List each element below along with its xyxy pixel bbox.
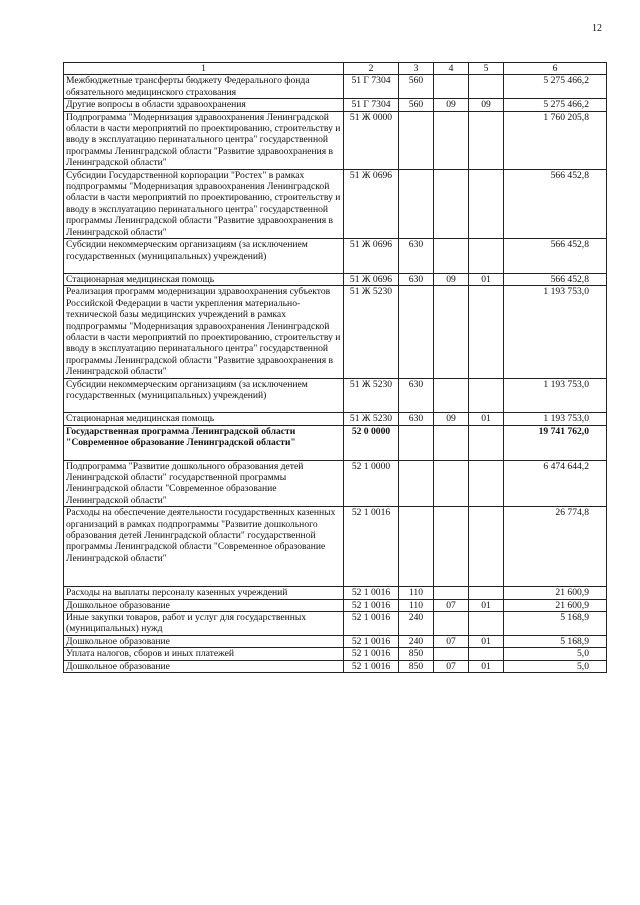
row-name: Уплата налогов, сборов и иных платежей — [64, 648, 344, 660]
row-amount: 5,0 — [504, 648, 607, 660]
row-target-code: 51 Ж 0696 — [344, 239, 399, 274]
row-name: Расходы на обеспечение деятельности государственных казенных организаций в рамках подпрограммы "Развитие дошкольного образования детей Ленинградской области" государственной программы Ленинградской области "Современное образование Ленинградской области" — [64, 507, 344, 587]
row-subsection — [469, 75, 504, 99]
table-row — [64, 273, 607, 285]
row-amount: 566 452,8 — [504, 239, 607, 274]
row-amount: 566 452,8 — [504, 169, 607, 238]
table-row — [64, 507, 607, 587]
row-subsection: 01 — [469, 273, 504, 285]
row-subsection — [469, 507, 504, 587]
row-expense-type: 850 — [399, 648, 434, 660]
row-subsection — [469, 587, 504, 599]
table-row — [64, 378, 607, 413]
table-row — [64, 425, 607, 460]
row-target-code: 52 1 0016 — [344, 648, 399, 660]
row-target-code: 51 Ж 0696 — [344, 169, 399, 238]
row-target-code: 52 1 0016 — [344, 660, 399, 672]
row-target-code: 52 0 0000 — [344, 425, 399, 460]
table-row — [64, 612, 607, 636]
row-subsection — [469, 239, 504, 274]
row-expense-type — [399, 425, 434, 460]
table-row — [64, 239, 607, 274]
row-expense-type — [399, 169, 434, 238]
row-section: 09 — [434, 413, 469, 425]
row-amount: 21 600,9 — [504, 599, 607, 611]
row-expense-type: 630 — [399, 239, 434, 274]
row-subsection: 09 — [469, 99, 504, 111]
column-number: 2 — [344, 63, 399, 75]
row-amount: 5,0 — [504, 660, 607, 672]
row-target-code: 52 1 0016 — [344, 507, 399, 587]
column-number: 3 — [399, 63, 434, 75]
column-number: 4 — [434, 63, 469, 75]
row-subsection: 01 — [469, 413, 504, 425]
row-target-code: 52 1 0016 — [344, 635, 399, 647]
row-subsection — [469, 460, 504, 507]
row-amount: 5 275 466,2 — [504, 75, 607, 99]
row-name: Реализация программ модернизации здравоохранения субъектов Российской Федерации в части укрепления материально-технической базы медицинских учреждений в рамках подпрограммы "Модернизация здравоохранения Ленинградской области в части мероприятий по проектированию, строительству и вводу в эксплуатацию перинатального центра" государственной программы Ленинградской области "Развитие здравоохранения в Ленинградской области" — [64, 286, 344, 378]
row-amount: 6 474 644,2 — [504, 460, 607, 507]
row-target-code: 52 1 0016 — [344, 612, 399, 636]
row-target-code: 51 Ж 0000 — [344, 111, 399, 169]
row-expense-type: 110 — [399, 599, 434, 611]
row-subsection — [469, 425, 504, 460]
row-subsection — [469, 378, 504, 413]
row-name: Государственная программа Ленинградской области "Современное образование Ленинградской области" — [64, 425, 344, 460]
table-row — [64, 599, 607, 611]
table-row — [64, 413, 607, 425]
page-number: 12 — [592, 23, 602, 34]
column-number: 1 — [64, 63, 344, 75]
row-expense-type — [399, 111, 434, 169]
row-section — [434, 587, 469, 599]
budget-table — [63, 62, 607, 673]
row-name: Дошкольное образование — [64, 599, 344, 611]
row-target-code: 51 Ж 5230 — [344, 286, 399, 378]
row-section — [434, 648, 469, 660]
row-section — [434, 169, 469, 238]
row-section: 07 — [434, 599, 469, 611]
column-number: 5 — [469, 63, 504, 75]
row-target-code: 51 Г 7304 — [344, 99, 399, 111]
row-expense-type: 850 — [399, 660, 434, 672]
row-amount: 1 760 205,8 — [504, 111, 607, 169]
row-name: Стационарная медицинская помощь — [64, 413, 344, 425]
table-row — [64, 648, 607, 660]
row-section — [434, 612, 469, 636]
row-amount: 21 600,9 — [504, 587, 607, 599]
row-subsection — [469, 111, 504, 169]
row-section — [434, 75, 469, 99]
row-subsection: 01 — [469, 660, 504, 672]
row-section — [434, 507, 469, 587]
row-name: Другие вопросы в области здравоохранения — [64, 99, 344, 111]
column-number-row — [64, 63, 607, 75]
row-expense-type: 560 — [399, 75, 434, 99]
row-target-code: 51 Ж 5230 — [344, 378, 399, 413]
row-amount: 566 452,8 — [504, 273, 607, 285]
column-number: 6 — [504, 63, 607, 75]
row-name: Субсидии некоммерческим организациям (за исключением государственных (муниципальных) учреждений) — [64, 239, 344, 274]
row-target-code: 51 Ж 0696 — [344, 273, 399, 285]
table-row — [64, 587, 607, 599]
table-row — [64, 635, 607, 647]
row-expense-type: 630 — [399, 273, 434, 285]
row-name: Стационарная медицинская помощь — [64, 273, 344, 285]
row-amount: 1 193 753,0 — [504, 378, 607, 413]
table-row — [64, 286, 607, 378]
row-target-code: 51 Г 7304 — [344, 75, 399, 99]
row-section — [434, 111, 469, 169]
row-section — [434, 239, 469, 274]
row-expense-type — [399, 460, 434, 507]
row-name: Подпрограмма "Модернизация здравоохранения Ленинградской области в части мероприятий по проектированию, строительству и вводу в эксплуатацию перинатального центра" государственной программы Ленинградской области "Развитие здравоохранения в Ленинградской области" — [64, 111, 344, 169]
row-expense-type: 110 — [399, 587, 434, 599]
row-amount: 5 275 466,2 — [504, 99, 607, 111]
row-name: Межбюджетные трансферты бюджету Федерального фонда обязательного медицинского страхования — [64, 75, 344, 99]
row-expense-type: 630 — [399, 378, 434, 413]
row-section — [434, 460, 469, 507]
row-section: 07 — [434, 660, 469, 672]
row-section: 09 — [434, 99, 469, 111]
table-row — [64, 660, 607, 672]
row-section: 09 — [434, 273, 469, 285]
table-row — [64, 460, 607, 507]
row-expense-type — [399, 507, 434, 587]
row-expense-type: 240 — [399, 612, 434, 636]
row-amount: 19 741 762,0 — [504, 425, 607, 460]
table-row — [64, 75, 607, 99]
row-section: 07 — [434, 635, 469, 647]
row-subsection — [469, 286, 504, 378]
row-name: Субсидии некоммерческим организациям (за исключением государственных (муниципальных) учреждений) — [64, 378, 344, 413]
row-amount: 5 168,9 — [504, 612, 607, 636]
table-row — [64, 111, 607, 169]
row-name: Субсидии Государственной корпорации "Ростех" в рамках подпрограммы "Модернизация здравоохранения Ленинградской области в части мероприятий по проектированию, строительству и вводу в эксплуатацию перинатального центра" государственной программы Ленинградской области "Развитие здравоохранения в Ленинградской области" — [64, 169, 344, 238]
row-name: Дошкольное образование — [64, 660, 344, 672]
row-amount: 1 193 753,0 — [504, 286, 607, 378]
row-amount: 26 774,8 — [504, 507, 607, 587]
row-name: Расходы на выплаты персоналу казенных учреждений — [64, 587, 344, 599]
table-row — [64, 99, 607, 111]
row-expense-type: 630 — [399, 413, 434, 425]
row-target-code: 52 1 0016 — [344, 587, 399, 599]
row-name: Дошкольное образование — [64, 635, 344, 647]
row-target-code: 52 1 0000 — [344, 460, 399, 507]
row-section — [434, 378, 469, 413]
row-subsection — [469, 648, 504, 660]
table-row — [64, 169, 607, 238]
row-subsection — [469, 169, 504, 238]
row-amount: 1 193 753,0 — [504, 413, 607, 425]
row-name: Подпрограмма "Развитие дошкольного образования детей Ленинградской области" государственной программы Ленинградской области "Современное образование Ленинградской области" — [64, 460, 344, 507]
row-amount: 5 168,9 — [504, 635, 607, 647]
row-expense-type: 560 — [399, 99, 434, 111]
row-subsection: 01 — [469, 635, 504, 647]
row-subsection: 01 — [469, 599, 504, 611]
row-expense-type — [399, 286, 434, 378]
row-expense-type: 240 — [399, 635, 434, 647]
row-section — [434, 286, 469, 378]
row-target-code: 52 1 0016 — [344, 599, 399, 611]
row-subsection — [469, 612, 504, 636]
row-name: Иные закупки товаров, работ и услуг для государственных (муниципальных) нужд — [64, 612, 344, 636]
row-section — [434, 425, 469, 460]
row-target-code: 51 Ж 5230 — [344, 413, 399, 425]
